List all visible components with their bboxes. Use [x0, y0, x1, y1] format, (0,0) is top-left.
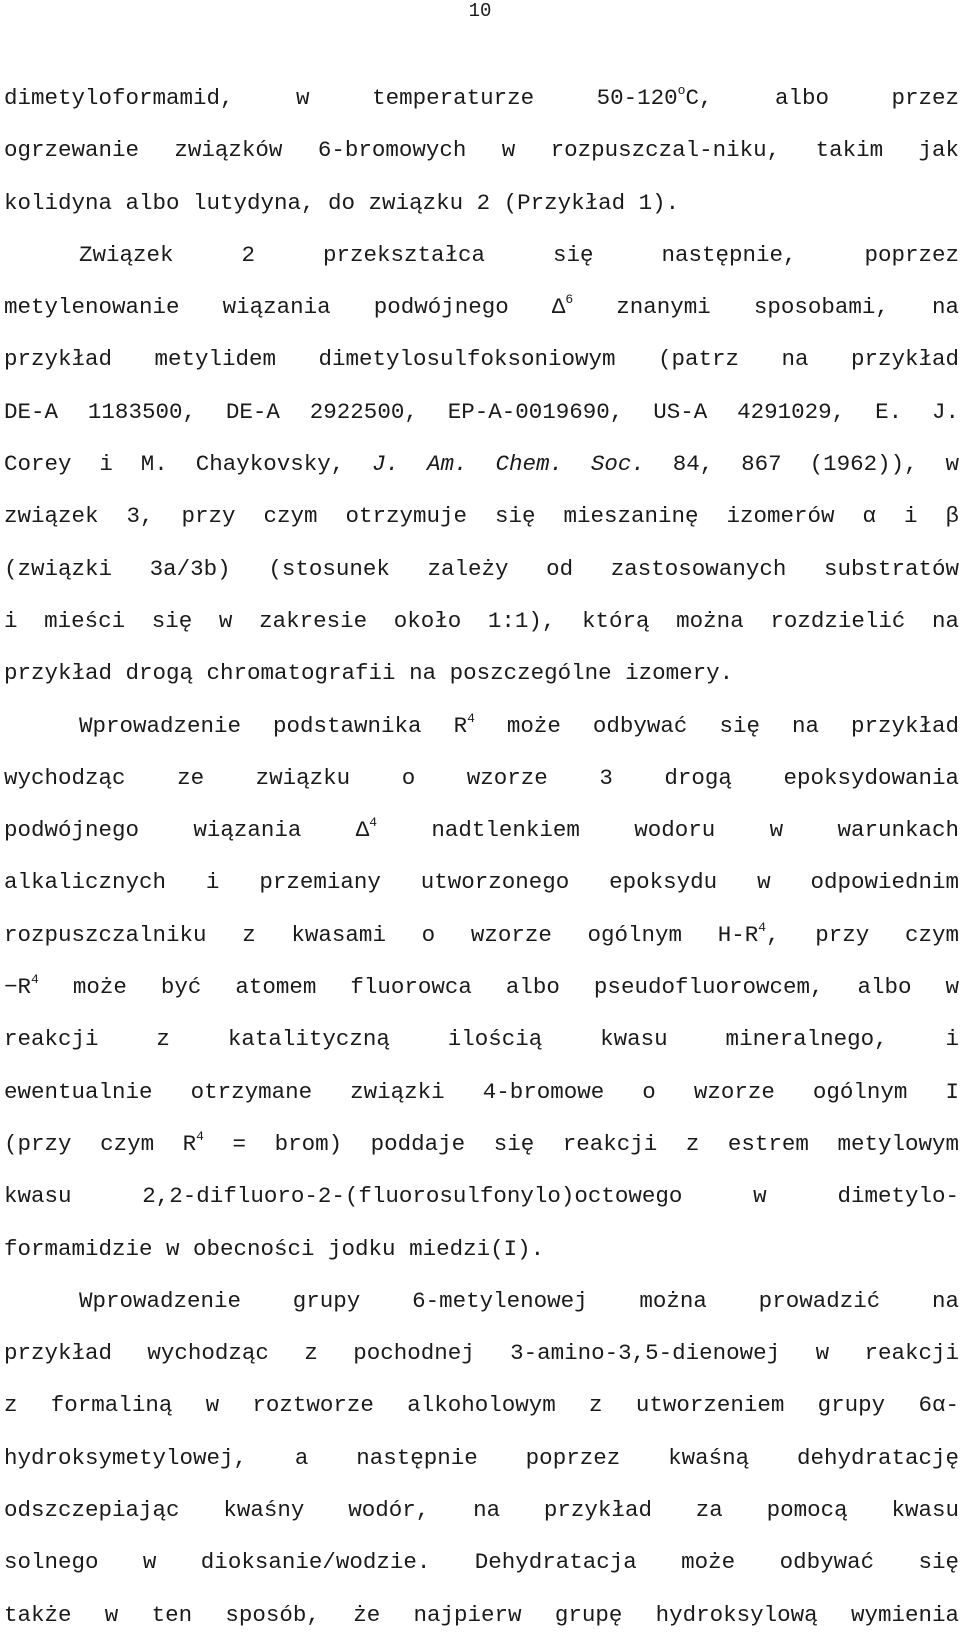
document-body: [4, 74, 959, 1643]
text-line: $-R^4$ może być atomem fluorowca albo pseudofluorowcem, albo w: [4, 972, 959, 1001]
text-line: kolidyna albo lutydyna, do związku 2 (Przykład 1).: [4, 189, 680, 216]
text-line: wychodząc ze związku o wzorze 3 drogą epoksydowania: [4, 764, 959, 791]
superscript: 4: [196, 1128, 204, 1144]
text-line: związek 3, przy czym otrzymuje się mieszaninę izomerów α i β: [4, 503, 959, 530]
text-line: ogrzewanie związków 6-bromowych w rozpuszczal-niku, takim jak: [4, 137, 959, 164]
superscript: 4: [369, 815, 378, 831]
journal-title: J. Am. Chem. Soc.: [372, 451, 645, 478]
paragraph-start-line: Wprowadzenie grupy 6-metylenowej można prowadzić na: [79, 1287, 959, 1314]
superscript: 6: [565, 292, 574, 308]
text-line: i mieści się w zakresie około 1:1), którą można rozdzielić na: [4, 607, 959, 634]
paragraph-start-line: Związek 2 przekształca się następnie, poprzez: [79, 241, 959, 268]
text-line: (przy czym $R^4$ = brom) poddaje się reakcji z estrem metylowym: [4, 1128, 959, 1157]
delta-symbol: Δ: [355, 817, 370, 844]
text-line: przykład drogą chromatografii na poszczególne izomery.: [4, 660, 734, 687]
text-line: przykład wychodząc z pochodnej 3-amino-3,5-dienowej w reakcji: [4, 1340, 959, 1367]
text-line: podwójnego wiązania $\Delta^4$ nadtlenkiem wodoru w warunkach: [4, 815, 959, 844]
text-line: solnego w dioksanie/wodzie. Dehydratacja może odbywać się: [4, 1549, 959, 1576]
superscript: 4: [467, 710, 475, 726]
text-line: odszczepiając kwaśny wodór, na przykład za pomocą kwasu: [4, 1497, 959, 1524]
text-line: przykład metylidem dimetylosulfoksoniowym (patrz na przykład: [4, 346, 959, 373]
superscript: 4: [31, 972, 39, 988]
text-line: hydroksymetylowej, a następnie poprzez kwaśną dehydratację: [4, 1444, 959, 1471]
text-line: reakcji z katalityczną ilością kwasu mineralnego, i: [4, 1026, 959, 1053]
text-line: rozpuszczalniku z kwasami o wzorze ogólnym $H-R^4$, przy czym: [4, 919, 959, 948]
text-line: alkalicznych i przemiany utworzonego epoksydu w odpowiednim: [4, 869, 959, 896]
text-line: ewentualnie otrzymane związki 4-bromowe o wzorze ogólnym I: [4, 1078, 959, 1105]
text-line: metylenowanie wiązania podwójnego $\Delta^6$ znanymi sposobami, na: [4, 292, 959, 321]
page-number: 10: [468, 0, 492, 22]
text-line: z formaliną w roztworze alkoholowym z utworzeniem grupy 6α-: [4, 1392, 959, 1419]
text-line: DE-A 1183500, DE-A 2922500, EP-A-0019690, US-A 4291029, E. J.: [4, 398, 959, 425]
superscript: 4: [758, 919, 767, 935]
text-line: kwasu 2,2-difluoro-2-(fluorosulfonylo)octowego w dimetylo-: [4, 1183, 959, 1210]
text-line: także w ten sposób, że najpierw grupę hydroksylową wymienia: [4, 1601, 959, 1628]
paragraph-start-line: Wprowadzenie podstawnika $R^4$ może odbywać się na przykład: [79, 710, 959, 739]
delta-symbol: Δ: [551, 294, 566, 321]
text-line: (związki 3a/3b) (stosunek zależy od zastosowanych substratów: [4, 555, 959, 582]
superscript: o: [677, 83, 686, 98]
text-line: Corey i M. Chaykovsky, J. Am. Chem. Soc. 84, 867 (1962)), w: [4, 451, 959, 478]
text-line: dimetyloformamid, w temperaturze 50-120$^o$C, albo przez: [4, 83, 959, 111]
text-line: formamidzie w obecności jodku miedzi(I).: [4, 1235, 545, 1262]
